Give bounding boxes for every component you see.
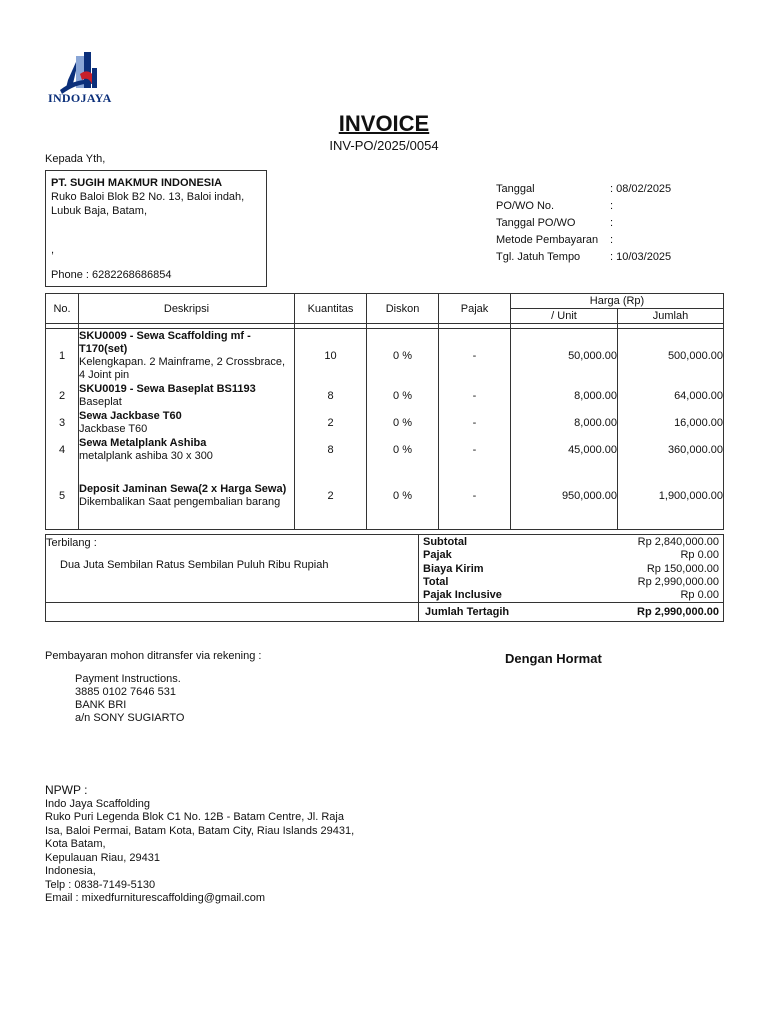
- invoice-meta: [496, 183, 671, 268]
- summary-total: Total Rp 2,990,000.00: [423, 575, 719, 588]
- col-header-desc: Deskripsi: [79, 294, 295, 324]
- grand-total: [425, 606, 719, 618]
- meta-row-date: Tanggal : 08/02/2025: [496, 183, 672, 195]
- summary-tax: Pajak Rp 0.00: [423, 549, 719, 562]
- customer-phone: Phone : 6282268686854: [51, 269, 172, 281]
- summary-divider: [418, 534, 419, 622]
- col-header-qty: Kuantitas: [295, 294, 367, 324]
- company-logo-text: INDOJAYA: [48, 91, 112, 105]
- meta-row-payment-method: Metode Pembayaran :: [496, 234, 614, 246]
- col-header-tax: Pajak: [439, 294, 511, 324]
- col-header-no: No.: [46, 294, 79, 324]
- customer-extra: ,: [51, 244, 55, 256]
- table-row: 5 Deposit Jaminan Sewa(2 x Harga Sewa) Dikembalikan Saat pengembalian barang 2 0 % - 950,000.00 1,900,000.00: [46, 464, 724, 530]
- terbilang-label: Terbilang :: [46, 537, 97, 549]
- table-row: 3 Sewa Jackbase T60 Jackbase T60 2 0 % - 8,000.00 16,000.00: [46, 410, 724, 437]
- table-row: 1 SKU0009 - Sewa Scaffolding mf - T170(set) Kelengkapan. 2 Mainframe, 2 Crossbrace, 4 Joint pin 10 0 % - 50,000.00 500,000.00: [46, 329, 724, 383]
- company-footer: NPWP : Indo Jaya Scaffolding Ruko Puri Legenda Blok C1 No. 12B - Batam Centre, Jl. Raja Isa, Baloi Permai, Batam Kota, Batam City, Riau Islands 29431, Kota Batam, Kepulauan Riau, 29431 Indonesia, Telp : 0838-7149-5130 Email : mixedfurniturescaffolding@gmail.com: [45, 783, 355, 904]
- table-row: 4 Sewa Metalplank Ashiba metalplank ashiba 30 x 300 8 0 % - 45,000.00 360,000.00: [46, 437, 724, 464]
- col-header-price: Harga (Rp): [511, 294, 724, 309]
- customer-name: PT. SUGIH MAKMUR INDONESIA: [51, 177, 223, 189]
- customer-address: Ruko Baloi Blok B2 No. 13, Baloi indah, Lubuk Baja, Batam,: [51, 191, 245, 217]
- invoice-title: INVOICE: [338, 111, 430, 136]
- payment-label: Pembayaran mohon ditransfer via rekening :: [45, 650, 262, 662]
- summary-subtotal: Subtotal Rp 2,840,000.00: [423, 536, 719, 548]
- closing-text: Dengan Hormat: [505, 651, 602, 666]
- grand-total-label: Jumlah Tertagih: [425, 606, 510, 618]
- greeting: Kepada Yth,: [45, 153, 106, 165]
- items-table: [45, 293, 724, 530]
- terbilang-value: Dua Juta Sembilan Ratus Sembilan Puluh Ribu Rupiah: [60, 559, 329, 571]
- table-row: 2 SKU0019 - Sewa Baseplat BS1193 Baseplat 8 0 % - 8,000.00 64,000.00: [46, 383, 724, 410]
- col-header-total: Jumlah: [618, 309, 724, 324]
- summary-tax-inclusive: Pajak Inclusive Rp 0.00: [423, 589, 719, 602]
- grand-total-value: Rp 2,990,000.00: [637, 606, 719, 618]
- col-header-unit: / Unit: [511, 309, 618, 324]
- summary-rows: [423, 536, 719, 602]
- meta-row-po: PO/WO No. :: [496, 200, 614, 212]
- summary-shipping: Biaya Kirim Rp 150,000.00: [423, 562, 719, 575]
- invoice-number: INV-PO/2025/0054: [329, 138, 439, 153]
- meta-row-po-date: Tanggal PO/WO :: [496, 217, 614, 229]
- meta-row-due-date: Tgl. Jatuh Tempo : 10/03/2025: [496, 251, 672, 263]
- col-header-disc: Diskon: [367, 294, 439, 324]
- payment-info: Payment Instructions. 3885 0102 7646 531 BANK BRI a/n SONY SUGIARTO: [75, 673, 185, 724]
